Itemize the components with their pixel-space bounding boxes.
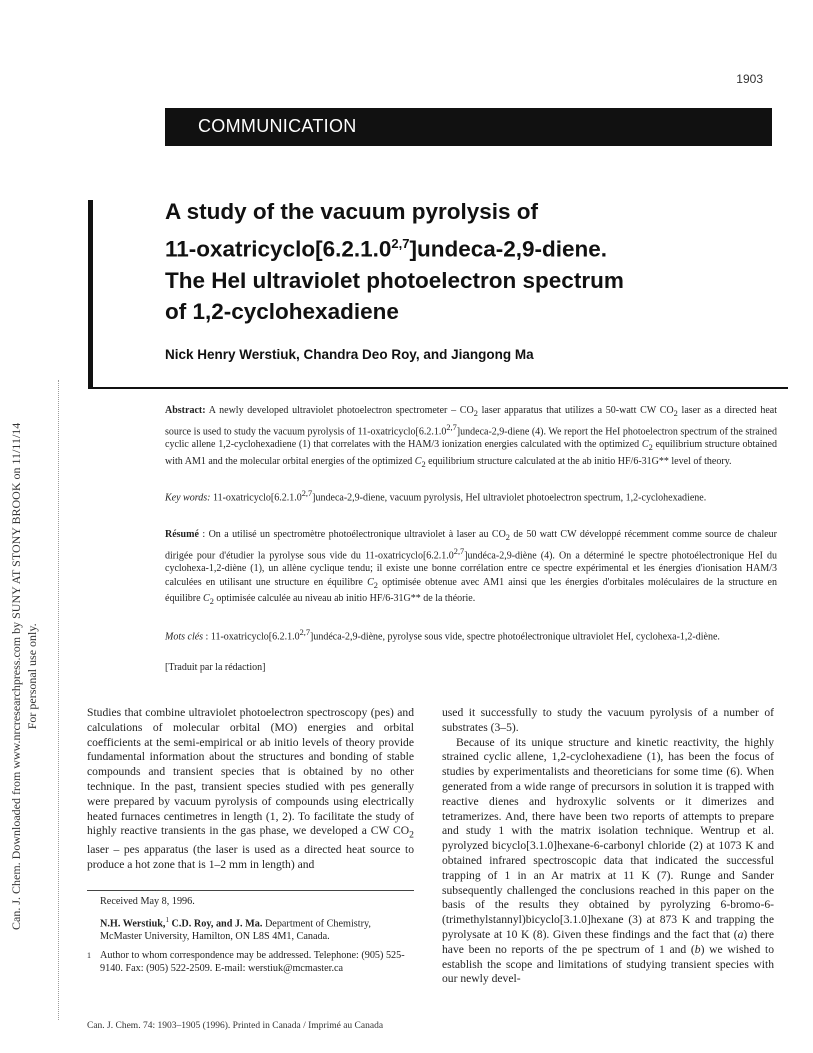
abstract-label: Abstract: bbox=[165, 405, 206, 416]
header-rule bbox=[88, 387, 788, 389]
subscript: 2 bbox=[505, 533, 510, 542]
key-words bbox=[165, 487, 777, 505]
abstract-text: laser as a directed heat source is used to study the vacuum pyrolysis of 11-oxatricyclo[6.2.1.0 bbox=[165, 405, 777, 437]
superscript: 1 bbox=[165, 916, 169, 924]
article-title bbox=[165, 196, 785, 328]
subscript: 2 bbox=[209, 597, 214, 607]
title-line-3: The HeI ultraviolet photoelectron spectrum bbox=[165, 267, 624, 293]
title-line-2 bbox=[165, 228, 785, 265]
mots-cles-label: Mots clés bbox=[165, 631, 204, 643]
key-words-text: 11-oxatricyclo[6.2.1.0 bbox=[210, 492, 302, 504]
list-marker: a bbox=[737, 927, 744, 941]
title-line-2-end: ]undeca-2,9-diene. bbox=[409, 236, 608, 261]
subscript: 2 bbox=[648, 443, 653, 453]
download-watermark bbox=[8, 423, 40, 930]
resume-text: optimisée calculée au niveau ab initio HF/6-31G** de la théorie. bbox=[213, 593, 476, 605]
affiliation-text: Department of Chemistry, McMaster University, Hamilton, ON L8S 4M1, Canada. bbox=[100, 918, 371, 943]
subscript: 2 bbox=[421, 459, 426, 469]
subscript: 2 bbox=[473, 409, 478, 418]
abstract-text: A newly developed ultraviolet photoelectron spectrometer – CO bbox=[205, 405, 474, 416]
superscript: 2,7 bbox=[453, 546, 465, 556]
page-margin-dotted-border bbox=[58, 380, 60, 1020]
subscript: 2 bbox=[673, 409, 678, 418]
title-line-4: of 1,2-cyclohexadiene bbox=[165, 299, 399, 324]
symmetry-symbol: C bbox=[367, 576, 374, 588]
journal-footer: Can. J. Chem. 74: 1903–1905 (1996). Printed in Canada / Imprimé au Canada bbox=[87, 1021, 384, 1031]
resume-text: optimisée obtenue avec AM1 ainsi que les énergies d'orbitales moléculaires de la structure en équilibre bbox=[165, 576, 777, 605]
watermark-line-2: For personal use only. bbox=[25, 623, 39, 730]
received-date: Received May 8, 1996. bbox=[100, 896, 195, 907]
key-words-text: ]undeca-2,9-diene, vacuum pyrolysis, HeI ultraviolet photoelectron spectrum, 1,2-cyclohexadiene. bbox=[312, 492, 707, 504]
title-line-1: A study of the vacuum pyrolysis of bbox=[165, 199, 538, 224]
footnote-marker: 1 bbox=[87, 951, 91, 961]
resume-text: ]undéca-2,9-diène (4). On a déterminé le spectre photoélectronique HeI du cyclohexa-1,2-diène (1), un allène cyclique tendu; il existe une bonne corrélation entre ce spectre expérimental et les énergies d'ionisation HAM/3 calculées en utilisant une structure en équilibre bbox=[165, 549, 777, 588]
affiliation-names: C.D. Roy, and J. Ma. bbox=[168, 918, 263, 930]
title-line-2-text: 11-oxatricyclo[6.2.1.0 bbox=[165, 236, 392, 261]
symmetry-symbol: C bbox=[203, 593, 210, 605]
resume bbox=[165, 528, 777, 609]
continued-paragraph: used it successfully to study the vacuum pyrolysis of a number of substrates (3–5). bbox=[442, 706, 774, 734]
title-side-bar bbox=[88, 200, 93, 388]
abstract bbox=[165, 404, 777, 471]
resume-text: de 50 watt CW développé récemment comme source de chaleur dirigée pour d'étudier la pyrolyse sous vide du 11-oxatricyclo[6.2.1.0 bbox=[165, 529, 777, 561]
paragraph-text: Because of its unique structure and kinetic reactivity, the highly strained cyclic allene, 1,2-cyclohexadiene (1), has been the focus of studies by experimentalists and theoreticians for some time (6). When generated from a wide range of precursors in solution it is trapped with reactive dienes and hydroxylic solvents or it dimerizes and tetramerizes. And, there have been two reports of attempts to prepare and study 1 with the matrix isolation technique. Wentrup et al. pyrolyzed bicyclo[3.1.0]hexane-6-carbonyl chloride (2) at 1073 K and obtained infrared spectroscopic data that indicated the successful trapping of 1 in an Ar matrix at 11 K (7). Runge and Sander subsequently challenged the conclusions reached in this paper on the basis of the results they obtained by pyrolyzing 6-bromo-6-(trimethylstannyl)bicyclo[3.1.0]hexane (3) at 873 K and trapping the pyrolysate at 10 K (8). Given these findings and the fact that ( bbox=[442, 735, 774, 941]
abstract-text: equilibrium structure obtained with AM1 and the molecular orbital energies of the optimized bbox=[165, 439, 777, 467]
translation-note: [Traduit par la rédaction] bbox=[165, 662, 266, 673]
title-superscript: 2,7 bbox=[391, 235, 410, 251]
mots-cles-text: ]undéca-2,9-diène, pyrolyse sous vide, spectre photoélectronique ultraviolet HeI, cyclohexa-1,2-diène. bbox=[310, 631, 720, 643]
abstract-text: equilibrium structure calculated at the ab initio HF/6-31G** level of theory. bbox=[425, 455, 732, 467]
abstract-text: laser apparatus that utilizes a 50-watt CW CO bbox=[477, 405, 674, 416]
intro-paragraph bbox=[87, 706, 414, 873]
list-marker: b bbox=[694, 942, 701, 956]
affiliation-names: N.H. Werstiuk, bbox=[100, 918, 166, 930]
subscript: 2 bbox=[409, 829, 414, 841]
correspondence-footnote bbox=[87, 949, 414, 975]
key-words-label: Key words: bbox=[165, 492, 211, 504]
footnote-text: Author to whom correspondence may be addressed. Telephone: (905) 525-9140. Fax: (905) 522-2509. E-mail: werstiuk@mcmaster.ca bbox=[100, 950, 405, 975]
paragraph-text: ) we wished to establish the scope and limitations of studying transient species with our newly devel- bbox=[442, 942, 774, 986]
mots-cles bbox=[165, 626, 777, 644]
author-list: Nick Henry Werstiuk, Chandra Deo Roy, and Jiangong Ma bbox=[165, 347, 534, 362]
section-banner-label: COMMUNICATION bbox=[198, 116, 357, 136]
paragraph-text: ) there have been no reports of the pe spectrum of 1 and ( bbox=[442, 927, 774, 956]
resume-label: Résumé bbox=[165, 529, 199, 540]
superscript: 2,7 bbox=[299, 628, 311, 637]
page-number: 1903 bbox=[736, 72, 763, 86]
body-column-left bbox=[87, 706, 414, 873]
subscript: 2 bbox=[373, 580, 378, 590]
body-column-right bbox=[442, 706, 774, 987]
affiliation bbox=[100, 914, 414, 943]
paragraph-text: Studies that combine ultraviolet photoelectron spectroscopy (pes) and calculations of molecular orbital (MO) energies and orbital coefficients at the semi-empirical or ab initio levels of theory provide fundamental information about the structures and bonding of stable compounds and transient species that is obtained by no other technique. In the past, transient species studied with pes generally were prepared by vacuum pyrolysis of compounds using electrically heated furnaces centimetres in length (1, 2). To facilitate the study of highly reactive transients in the gas phase, we developed a CW CO bbox=[87, 706, 414, 838]
allene-paragraph bbox=[442, 736, 774, 988]
resume-text: : On a utilisé un spectromètre photoélectronique ultraviolet à laser au CO bbox=[198, 529, 506, 540]
superscript: 2,7 bbox=[301, 489, 313, 498]
mots-cles-text: : 11-oxatricyclo[6.2.1.0 bbox=[203, 631, 300, 643]
symmetry-symbol: C bbox=[641, 439, 649, 451]
symmetry-symbol: C bbox=[414, 455, 422, 467]
paragraph-text: laser – pes apparatus (the laser is used as a directed heat source to produce a hot zone that is 1–2 mm in length) and bbox=[87, 843, 414, 872]
abstract-text: ]undeca-2,9-diene (4). We report the HeI photoelectron spectrum of the strained cyclic allene 1,2-cyclohexadiene (1) that correlates with the HAM/3 ionization energies calculated with the optimized bbox=[165, 425, 777, 451]
watermark-line-1: Can. J. Chem. Downloaded from www.nrcresearchpress.com by SUNY AT STONY BROOK on 11/11/14 bbox=[9, 422, 23, 930]
superscript: 2,7 bbox=[446, 422, 457, 432]
received-affiliation-box bbox=[87, 890, 414, 975]
